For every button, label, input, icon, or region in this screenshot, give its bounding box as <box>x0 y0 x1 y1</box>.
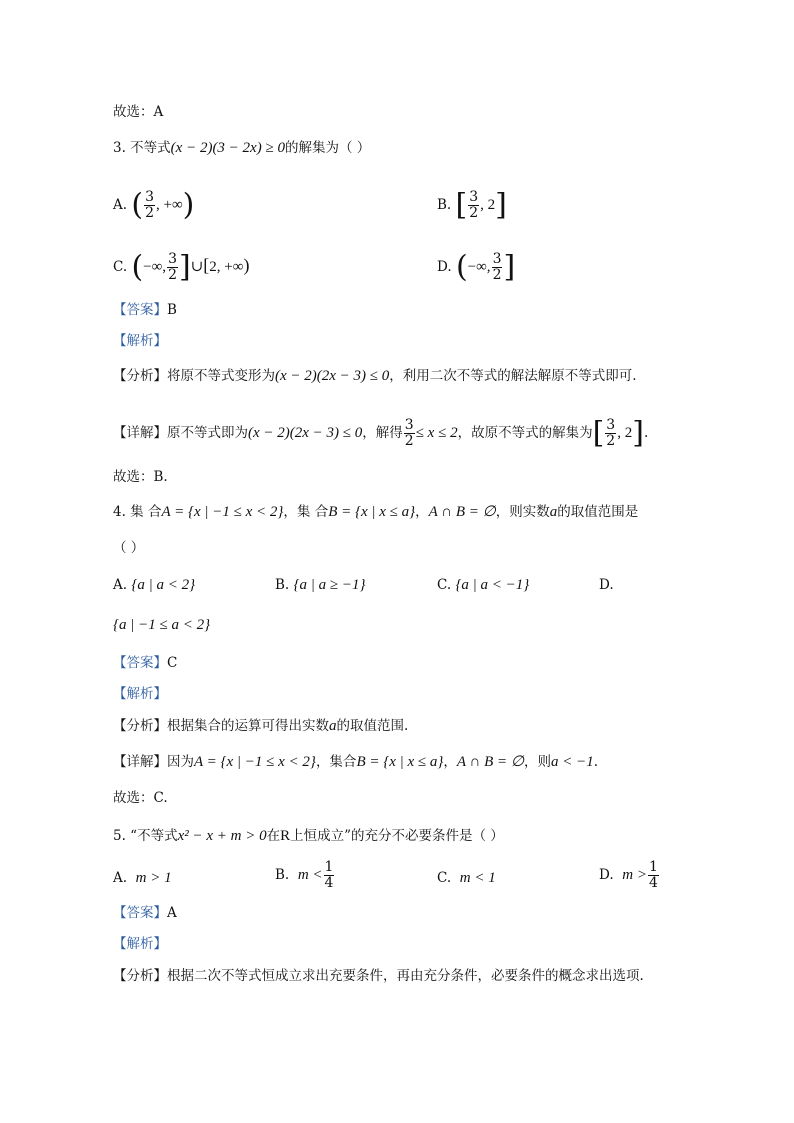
fenxi-math: (x − 2)(2x − 3) ≤ 0 <box>275 368 390 384</box>
q4-set-a: A = {x | −1 ≤ x < 2} <box>161 504 284 520</box>
q4-option-a-text: {a | a < 2} <box>131 577 196 593</box>
fenxi-tag: 【分析】 <box>113 368 167 384</box>
q5-option-d-label: D. <box>599 867 614 883</box>
q5-option-d <box>599 860 660 891</box>
xiangjie-text-4: ，则 <box>523 754 551 770</box>
q5-option-a-label: A. <box>113 870 128 886</box>
q5-stem <box>113 826 504 846</box>
open-bracket: [ <box>455 187 468 223</box>
q4-option-a-label: A. <box>113 577 128 593</box>
answer-value: A <box>167 905 177 921</box>
q5-fenxi <box>113 966 644 986</box>
q4-option-b-label: B. <box>275 577 290 593</box>
q3-option-a-label: A. <box>113 197 128 213</box>
answer-tag: 【答案】 <box>113 302 167 318</box>
close-bracket: ] <box>495 187 507 223</box>
xiangjie-text: 因为 <box>167 754 194 770</box>
xiangjie-tail: , 2 <box>617 425 633 441</box>
q4-option-d-label: D. <box>599 577 614 593</box>
q3-option-d-head: −∞, <box>467 259 491 275</box>
open-bracket: [ <box>592 415 605 451</box>
fenxi-text-2: ，利用二次不等式的解法解原不等式即可. <box>389 368 637 384</box>
q5-option-c-text: m < 1 <box>459 870 496 886</box>
xiangjie-math: (x − 2)(2x − 3) ≤ 0 <box>248 425 363 441</box>
q4-fenxi <box>113 716 408 736</box>
q4-intersection: A ∩ B = ∅ <box>428 504 496 520</box>
fenxi-text-2: 的取值范围. <box>336 718 409 734</box>
fraction: $\frac{3}{2}$ <box>168 251 177 283</box>
q4-stem-text-5: 的取值范围是 <box>557 504 639 520</box>
open-bracket: [ <box>203 255 210 275</box>
answer-tag: 【答案】 <box>113 905 167 921</box>
q4-option-c-text: {a | a < −1} <box>455 577 530 593</box>
q3-stem-suffix: 的解集为（ ） <box>284 140 371 156</box>
q5-option-a <box>113 868 172 888</box>
xiangjie-tag: 【详解】 <box>113 425 167 441</box>
xiangjie-range: ≤ x ≤ 2 <box>415 425 458 441</box>
q4-comma: ， <box>415 504 429 520</box>
fraction: $\frac{3}{2}$ <box>145 189 154 221</box>
fraction: $\frac{1}{4}$ <box>324 859 334 891</box>
q2-conclusion: 故选：A <box>113 104 164 120</box>
q4-answer <box>113 653 177 673</box>
q3-option-b-label: B. <box>437 197 452 213</box>
q3-stem-prefix: 3. 不等式 <box>113 140 171 156</box>
q4-option-b-text: {a | a ≥ −1} <box>293 577 366 593</box>
q4-set-b: B = {x | x ≤ a} <box>328 504 416 520</box>
xiangjie-set-b: B = {x | x ≤ a} <box>356 754 444 770</box>
fenxi-text: 根据二次不等式恒成立求出充要条件，再由充分条件，必要条件的概念求出选项. <box>167 968 644 984</box>
q4-stem <box>113 502 638 522</box>
close-bracket: ] <box>632 415 644 451</box>
q3-option-a-tail: , +∞ <box>155 197 183 213</box>
q5-analysis-tag: 【解析】 <box>113 936 167 952</box>
xiangjie-period: . <box>593 754 599 770</box>
q4-xiangjie <box>113 752 598 772</box>
fraction: $\frac{3}{2}$ <box>404 417 414 449</box>
q3-option-c-tail: 2, +∞ <box>209 259 244 275</box>
q3-stem-math: (x − 2)(3 − 2x) ≥ 0 <box>170 140 285 156</box>
close-paren: ) <box>182 187 195 223</box>
xiangjie-intersection: A ∩ B = ∅ <box>456 754 524 770</box>
xiangjie-tag: 【详解】 <box>113 754 167 770</box>
xiangjie-text-2: ，集合 <box>315 754 357 770</box>
xiangjie-comma: ， <box>443 754 457 770</box>
answer-tag: 【答案】 <box>113 655 167 671</box>
close-bracket: ] <box>503 249 516 285</box>
q5-real-set: R <box>280 828 291 844</box>
q4-stem-text-2: ，集 合 <box>283 504 329 520</box>
q4-option-a <box>113 575 195 595</box>
fenxi-tag: 【分析】 <box>113 968 167 984</box>
q3-fenxi <box>113 366 637 386</box>
q5-option-a-text: m > 1 <box>135 870 172 886</box>
close-bracket: ] <box>178 249 191 285</box>
xiangjie-text: 原不等式即为 <box>167 425 248 441</box>
fenxi-text: 根据集合的运算可得出实数 <box>167 718 329 734</box>
open-paren: ( <box>455 249 468 285</box>
q4-stem-paren: （ ） <box>113 540 145 556</box>
q4-option-b <box>275 575 366 595</box>
q4-stem-text-1: 4. 集 合 <box>113 504 162 520</box>
q4-stem-text-4: ，则实数 <box>495 504 550 520</box>
fenxi-text: 将原不等式变形为 <box>167 368 275 384</box>
union-symbol: ∪ <box>190 259 204 275</box>
open-paren: ( <box>131 249 144 285</box>
q5-stem-text-1: 5. “不等式 <box>113 828 178 844</box>
q3-xiangjie: 【详解】原不等式即为(x − 2)(2x − 3) ≤ 0，解得 $\frac{3}{2}$ ≤ x ≤ 2，故原不等式的解集为[ $\frac{3}{2}$ , 2]. <box>113 415 649 451</box>
q3-option-d <box>437 249 516 285</box>
q5-stem-text-3: 上恒成立”的充分不必要条件是（ ） <box>290 828 504 844</box>
q3-stem <box>113 138 370 158</box>
q5-option-b <box>275 860 335 891</box>
q5-option-b-label: B. <box>275 867 290 883</box>
fraction: $\frac{3}{2}$ <box>606 417 616 449</box>
open-paren: ( <box>131 187 144 223</box>
q3-option-c-head: −∞, <box>143 259 167 275</box>
q5-option-c-label: C. <box>437 870 452 886</box>
q5-stem-text-2: 在 <box>266 828 281 844</box>
fenxi-tag: 【分析】 <box>113 718 167 734</box>
q4-option-c-label: C. <box>437 577 452 593</box>
xiangjie-text-3: ，故原不等式的解集为 <box>457 425 593 441</box>
q3-analysis-tag: 【解析】 <box>113 333 167 349</box>
q4-conclusion: 故选：C. <box>113 790 168 806</box>
xiangjie-set-a: A = {x | −1 ≤ x < 2} <box>194 754 316 770</box>
fraction: $\frac{3}{2}$ <box>492 251 502 283</box>
q5-answer <box>113 903 177 923</box>
fraction: $\frac{3}{2}$ <box>469 189 479 221</box>
q4-option-d-text: {a | −1 ≤ a < 2} <box>113 617 211 633</box>
q5-stem-math: x² − x + m > 0 <box>177 828 267 844</box>
answer-value: C <box>167 655 178 671</box>
xiangjie-text-2: ，解得 <box>362 425 403 441</box>
q4-analysis-tag: 【解析】 <box>113 686 167 702</box>
q3-option-c <box>113 249 250 285</box>
q3-option-b <box>437 187 507 223</box>
q3-option-b-tail: , 2 <box>480 197 496 213</box>
fenxi-var: a <box>329 718 337 734</box>
close-paren: ) <box>243 255 250 275</box>
xiangjie-result: a < −1 <box>550 754 594 770</box>
q3-option-c-label: C. <box>113 259 128 275</box>
q5-option-b-text: m < <box>297 867 323 883</box>
q3-answer <box>113 300 177 320</box>
q4-var-a: a <box>549 504 558 520</box>
answer-value: B <box>167 302 177 318</box>
q4-option-c <box>437 575 529 595</box>
fraction: $\frac{1}{4}$ <box>648 859 658 891</box>
q5-option-d-text: m > <box>622 867 647 883</box>
q3-option-d-label: D. <box>437 259 452 275</box>
q3-conclusion: 故选：B. <box>113 469 168 485</box>
q5-option-c <box>437 868 496 888</box>
q3-option-a <box>113 187 195 223</box>
